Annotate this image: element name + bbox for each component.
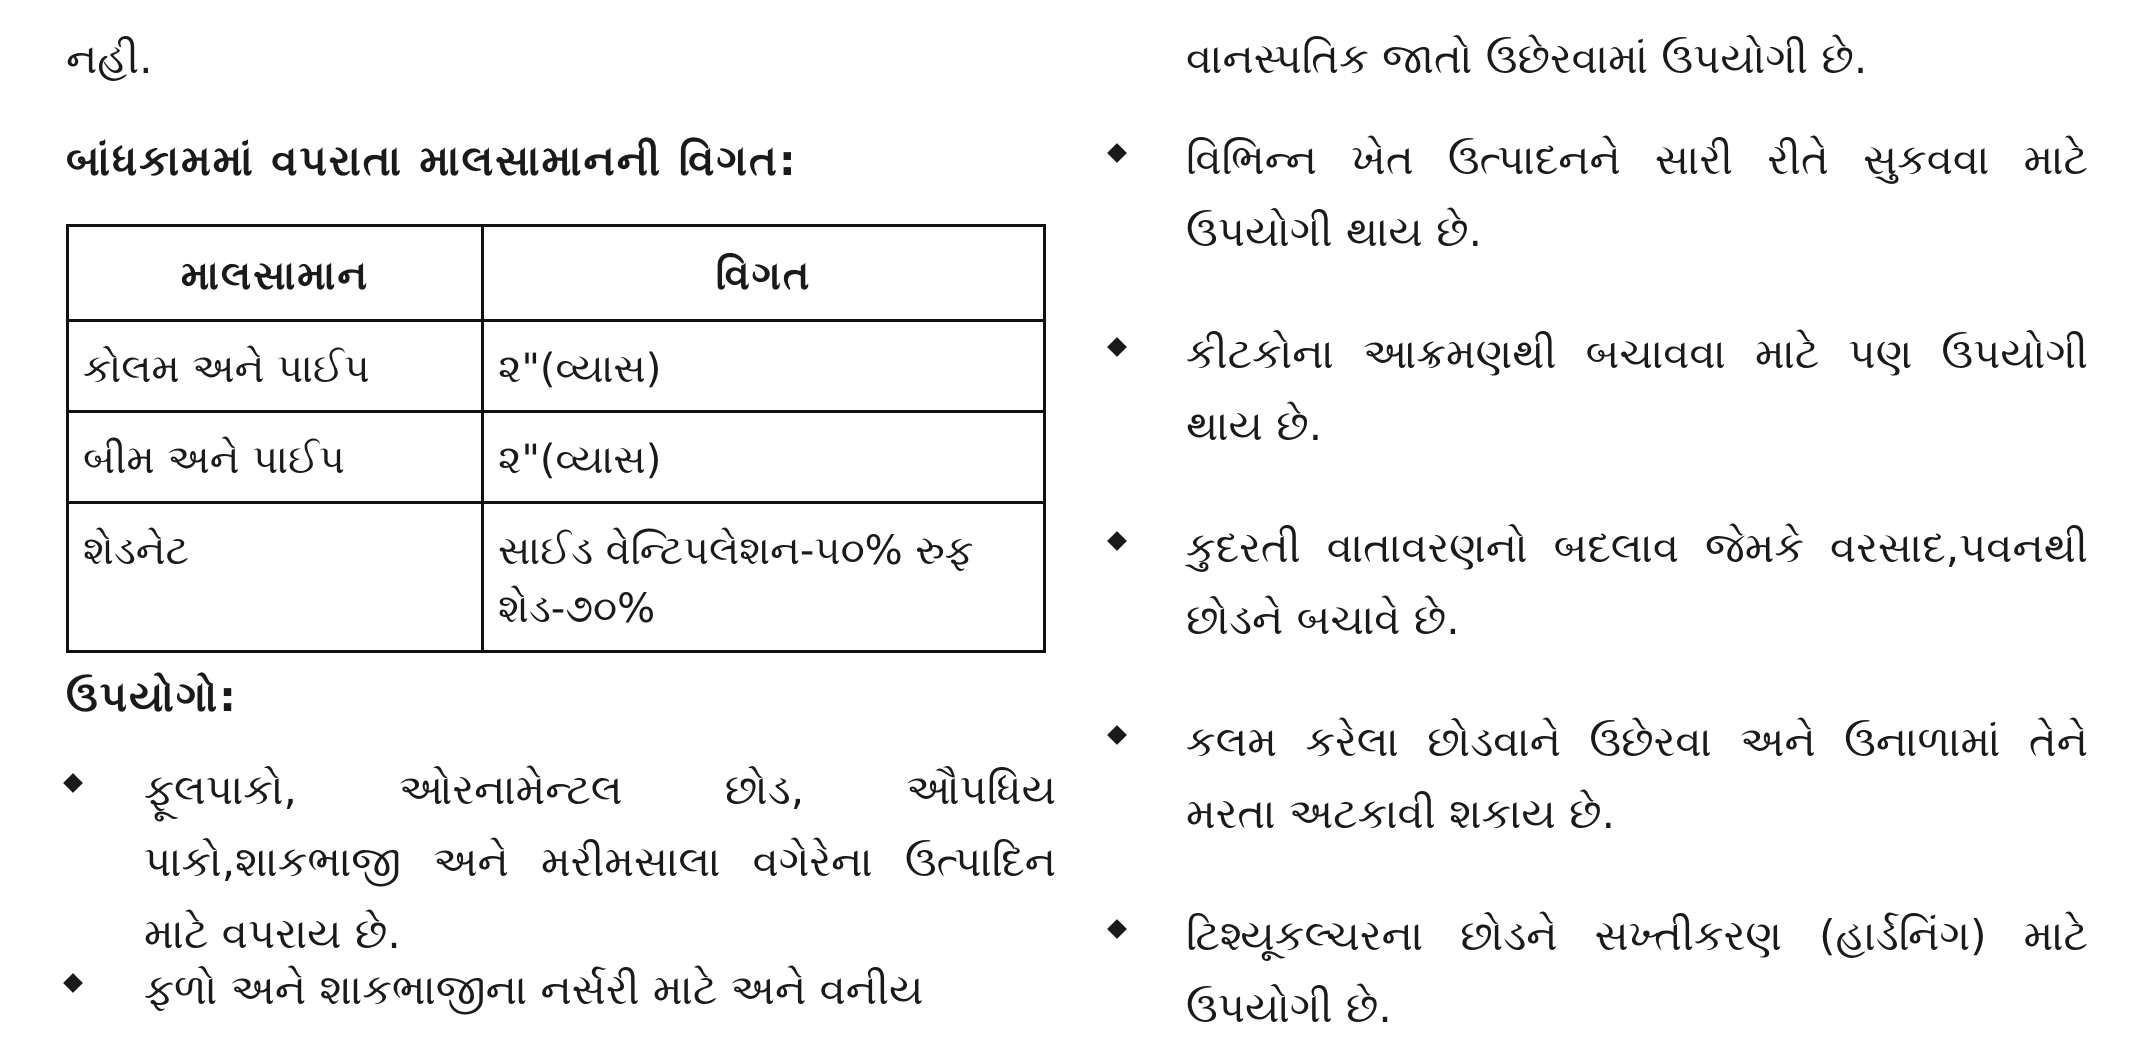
bullet-diamond-icon — [1107, 725, 1127, 745]
list-item-text: કુદરતી વાતાવરણનો બદલાવ જેમકે વરસાદ,પવનથી છોડને બચાવે છે. — [1186, 523, 2088, 644]
table-cell: ૨"(વ્યાસ) — [483, 412, 1045, 503]
materials-table — [66, 224, 1046, 653]
bullet-diamond-icon — [63, 973, 83, 993]
list-item-text: ફળો અને શાકભાજીના નર્સરી માટે અને વનીય — [144, 965, 924, 1014]
table-cell: શેડનેટ — [68, 503, 483, 652]
table-header-material: માલસામાન — [68, 226, 483, 321]
materials-heading: બાંધકામમાં વપરાતા માલસામાનની વિગત: — [66, 136, 798, 185]
table-cell: ૨"(વ્યાસ) — [483, 321, 1045, 412]
table-header-detail: વિગત — [483, 226, 1045, 321]
bullet-diamond-icon — [63, 773, 83, 793]
bullet-diamond-icon — [1107, 919, 1127, 939]
table-header-row — [68, 226, 1045, 321]
table-cell: બીમ અને પાઈપ — [68, 412, 483, 503]
bullet-diamond-icon — [1107, 337, 1127, 357]
bullet-diamond-icon — [1107, 143, 1127, 163]
table-cell: કોલમ અને પાઈપ — [68, 321, 483, 412]
table-cell: સાઈડ વેન્ટિપલેશન-૫૦% રુફ શેડ-૭૦% — [483, 503, 1045, 652]
uses-heading: ઉપયોગો: — [66, 672, 238, 721]
table-row — [68, 412, 1045, 503]
table-row — [68, 321, 1045, 412]
list-item-text: વિભિન્ન ખેત ઉત્પાદનને સારી રીતે સુકવવા માટે ઉપયોગી થાય છે. — [1186, 135, 2088, 256]
list-item-text: કલમ કરેલા છોડવાને ઉછેરવા અને ઉનાળામાં તેને મરતા અટકાવી શકાય છે. — [1186, 717, 2088, 838]
list-item-text: ફૂલપાકો, ઓરનામેન્ટલ છોડ, ઔપધિય પાકો,શાકભાજી અને મરીમસાલા વગેરેના ઉત્પાદિન માટે વપરાય છે. — [144, 765, 1056, 958]
left-continuation-text: નહી. — [66, 34, 153, 83]
bullet-diamond-icon — [1107, 531, 1127, 551]
list-item-text: કીટકોના આક્રમણથી બચાવવા માટે પણ ઉપયોગી થાય છે. — [1186, 329, 2088, 450]
table-row — [68, 503, 1045, 652]
right-continuation-text: વાનસ્પતિક જાતો ઉછેરવામાં ઉપયોગી છે. — [1186, 34, 1868, 83]
list-item-text: ટિશ્યૂકલ્ચરના છોડને સખ્તીકરણ (હાર્ડનિંગ) માટે ઉપયોગી છે. — [1186, 911, 2088, 1032]
